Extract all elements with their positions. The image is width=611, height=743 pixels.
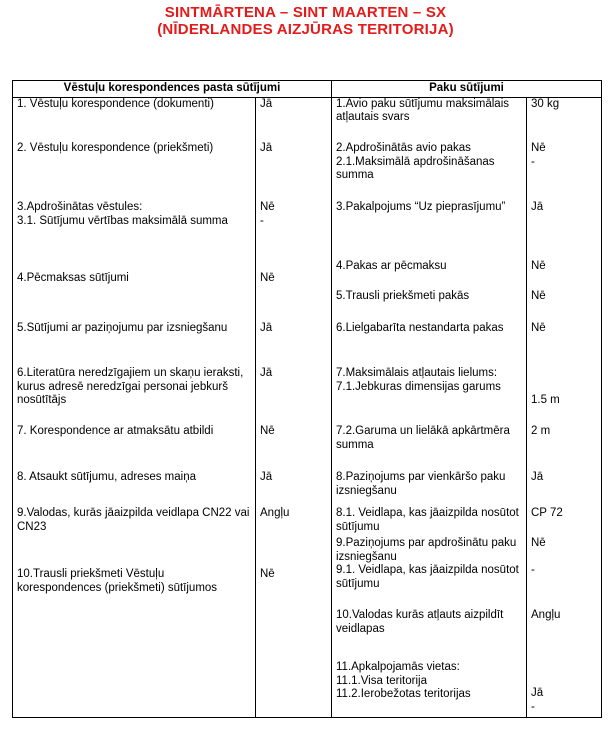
parcels-item-8-1: 8.1. Veidlapa, kas jāaizpilda nosūtot sūtījumu — [336, 507, 519, 533]
letters-value-3: Nē — [260, 201, 275, 214]
page-title: SINTMĀRTENA – SINT MAARTEN – SX — [164, 4, 447, 21]
letters-value-8: Jā — [260, 471, 273, 484]
table-row — [13, 507, 602, 537]
letters-item-9: 9.Valodas, kurās jāaizpilda veidlapa CN22 vai CN23 — [17, 507, 250, 533]
parcels-value-2-1: - — [531, 155, 535, 168]
letters-value-10: Nē — [260, 568, 275, 581]
parcels-item-2-1: 2.1.Maksimālā apdrošināšanas summa — [336, 155, 495, 182]
parcels-item-cell — [332, 97, 527, 142]
parcels-item-3: 3.Pakalpojums “Uz pieprasījumu” — [336, 201, 506, 214]
letters-value-5: Jā — [260, 322, 273, 335]
letters-item-3: 3.Apdrošinātas vēstules: — [17, 201, 143, 214]
parcels-item-5: 5.Trausli priekšmeti pakās — [336, 289, 470, 302]
letters-value-7: Nē — [260, 425, 275, 438]
letters-header: Vēstuļu korespondences pasta sūtījumi — [13, 81, 332, 98]
parcels-item-11-1: 11.1.Visa teritorija — [336, 674, 427, 687]
parcels-header: Paku sūtījumi — [332, 81, 602, 98]
parcels-value-11-2: - — [531, 700, 535, 713]
table-row — [13, 201, 602, 260]
table-row — [13, 471, 602, 507]
parcels-item-8: 8.Paziņojums par vienkāršo paku izsniegšanu — [336, 471, 506, 497]
letters-item-3-1: 3.1. Sūtījumu vērtības maksimālā summa — [17, 214, 228, 227]
parcels-item-11: 11.Apkalpojamās vietas: — [336, 661, 460, 674]
parcels-value-7-2: 2 m — [531, 425, 551, 438]
letters-item-6: 6.Literatūra neredzīgajiem un skaņu ieraksti, kurus adresē neredzīgai personai jebkurš nosūtītājs — [17, 367, 244, 407]
letters-value-cell — [256, 97, 332, 142]
letters-value-6: Jā — [260, 367, 273, 380]
parcels-item-4: 4.Pakas ar pēcmaksu — [336, 260, 447, 273]
letters-value-9: Angļu — [260, 507, 290, 520]
parcels-item-9: 9.Paziņojums par apdrošinātu paku izsniegšanu — [336, 537, 517, 563]
letters-value-1: Jā — [260, 97, 273, 110]
letters-value-4: Nē — [260, 272, 275, 285]
parcels-value-8-1: CP 72 — [531, 507, 563, 520]
parcels-item-6: 6.Lielgabarīta nestandarta pakas — [336, 322, 504, 335]
letters-item-2: 2. Vēstuļu korespondence (priekšmeti) — [17, 142, 214, 155]
parcels-value-1: 30 kg — [531, 97, 560, 110]
parcels-value-9-1: - — [531, 563, 535, 576]
letters-item-5: 5.Sūtījumi ar paziņojumu par izsniegšanu — [17, 322, 228, 335]
letters-item-cell — [13, 97, 256, 142]
parcels-value-10: Angļu — [531, 609, 561, 622]
table-header-row — [13, 81, 602, 98]
parcels-value-3: Jā — [531, 201, 544, 214]
table-row — [13, 367, 602, 425]
letters-item-7: 7. Korespondence ar atmaksātu atbildi — [17, 425, 214, 438]
parcels-item-2: 2.Apdrošinātās avio pakas — [336, 142, 471, 155]
parcels-value-5: Nē — [531, 289, 546, 302]
page-subtitle: (NĪDERLANDES AIZJŪRAS TERITORIJA) — [157, 21, 454, 38]
letters-item-10: 10.Trausli priekšmeti Vēstuļu korespondences (priekšmeti) sūtījumos — [17, 568, 218, 594]
parcels-item-1: 1.Avio paku sūtījumu maksimālais atļautais svars — [336, 97, 509, 124]
parcels-value-9: Nē — [531, 537, 546, 550]
table-row — [13, 425, 602, 471]
parcels-value-11-1: Jā — [531, 687, 544, 700]
parcels-value-7-1: 1.5 m — [531, 394, 560, 407]
parcels-value-4: Nē — [531, 260, 546, 273]
table-row — [13, 142, 602, 201]
parcels-item-11-2: 11.2.Ierobežotas teritorijas — [336, 688, 471, 701]
table-row — [13, 322, 602, 367]
parcels-item-7: 7.Maksimālais atļautais lielums: — [336, 367, 498, 380]
parcels-item-7-2: 7.2.Garuma un lielākā apkārtmēra summa — [336, 425, 510, 451]
parcels-value-6: Nē — [531, 322, 546, 335]
parcels-value-cell — [527, 97, 602, 142]
table-row — [13, 97, 602, 142]
postal-services-table — [12, 80, 602, 718]
parcels-item-10: 10.Valodas kurās atļauts aizpildīt veidlapas — [336, 609, 504, 636]
table-row — [13, 537, 602, 649]
parcels-value-2: Nē — [531, 142, 546, 155]
letters-item-8: 8. Atsaukt sūtījumu, adreses maiņa — [17, 471, 196, 484]
letters-item-1: 1. Vēstuļu korespondence (dokumenti) — [17, 97, 214, 110]
parcels-value-8: Jā — [531, 471, 544, 484]
letters-value-3-1: - — [260, 214, 264, 227]
table-row — [13, 649, 602, 717]
letters-item-4: 4.Pēcmaksas sūtījumi — [17, 272, 129, 285]
parcels-item-9-1: 9.1. Veidlapa, kas jāaizpilda nosūtot sūtījumu — [336, 564, 519, 590]
letters-value-2: Jā — [260, 142, 273, 155]
parcels-item-7-1: 7.1.Jebkuras dimensijas garums — [336, 380, 501, 393]
table-row — [13, 260, 602, 322]
